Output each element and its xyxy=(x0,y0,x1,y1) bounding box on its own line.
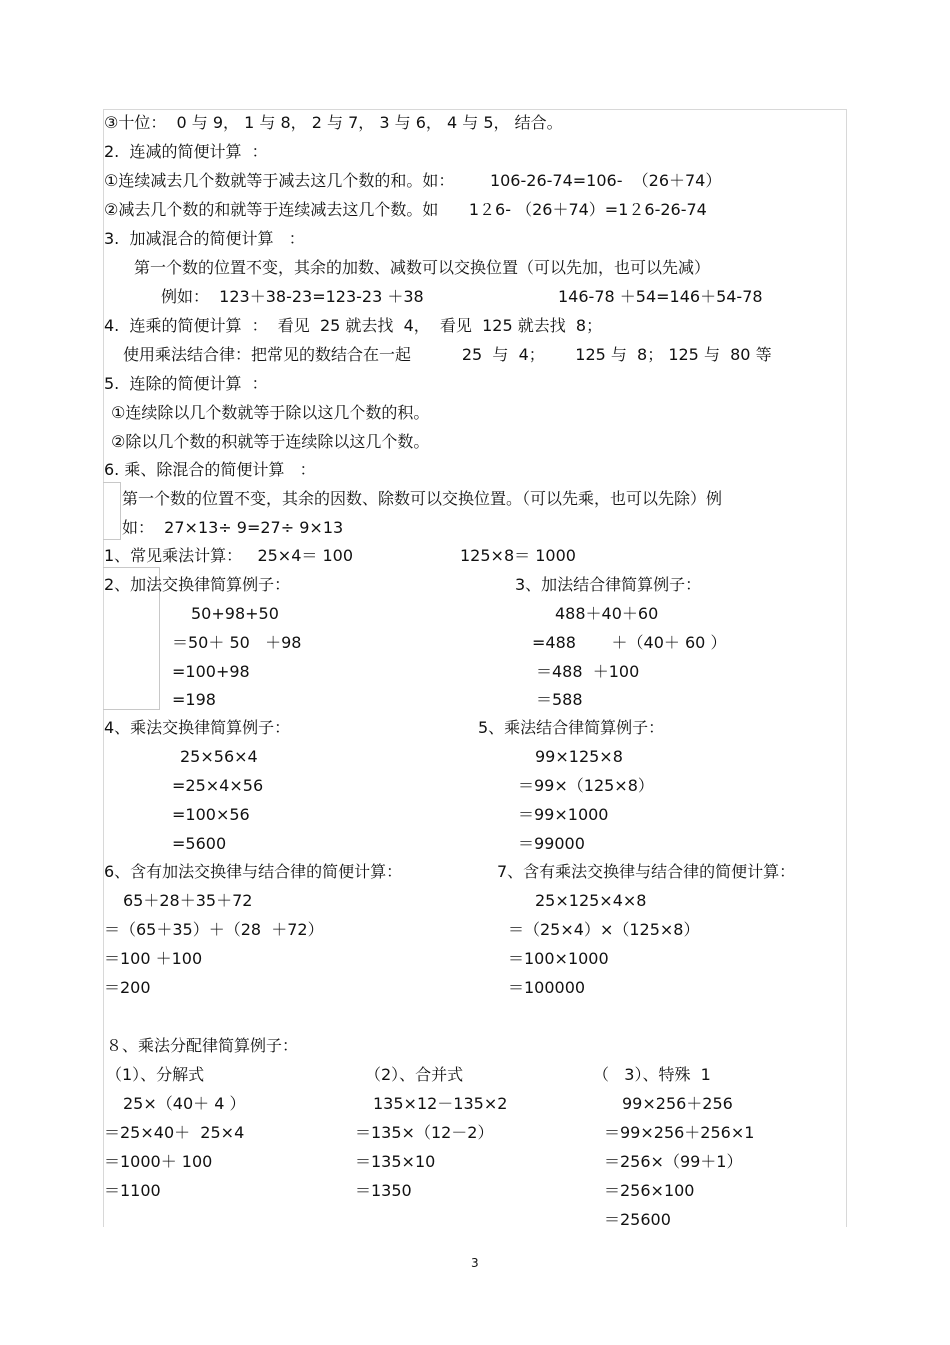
calc-step: ＝135×10 xyxy=(355,1152,436,1171)
example-line: 如： 27×13÷ 9=27÷ 9×13 xyxy=(122,518,344,537)
calc-step: ＝135×（12－2） xyxy=(355,1123,494,1142)
page-frame-top xyxy=(103,109,847,110)
calc-step: =5600 xyxy=(172,834,227,853)
text-line: ①连续除以几个数就等于除以这几个数的积。 xyxy=(111,403,430,422)
calc-step: =100×56 xyxy=(172,805,250,824)
calc-step: 25×56×4 xyxy=(180,747,258,766)
text-line: ③十位： 0 与 9， 1 与 8， 2 与 7， 3 与 6， 4 与 5， 结合。 xyxy=(104,113,563,132)
example-line: 例如： 123＋38-23=123-23 ＋38 xyxy=(161,287,424,306)
calc-step: ＝99×256＋256×1 xyxy=(604,1123,755,1142)
calc-step: ＝1350 xyxy=(355,1181,412,1200)
calc-step: ＝256×100 xyxy=(604,1181,695,1200)
calc-step: ＝99×（125×8） xyxy=(518,776,654,795)
calc-step: ＝100 ＋100 xyxy=(104,949,203,968)
calc-step: 25×125×4×8 xyxy=(535,891,647,910)
sub-heading: （ 3）、特殊 1 xyxy=(593,1065,711,1084)
section-heading: 6. 乘、除混合的简便计算 ： xyxy=(104,460,316,479)
calc-step: ＝488 ＋100 xyxy=(536,662,640,681)
calc-step: ＝50＋ 50 ＋98 xyxy=(172,633,302,652)
calc-step: =198 xyxy=(172,690,216,709)
calc-step: 50+98+50 xyxy=(191,604,279,623)
section-heading: 4. 连乘的简便计算 ： 看见 25 就去找 4， 看见 125 就去找 8； xyxy=(104,316,603,335)
calc-step: 488＋40＋60 xyxy=(555,604,659,623)
calc-step: ＝200 xyxy=(104,978,151,997)
sub-heading: （2）、合并式 xyxy=(365,1065,464,1084)
section-heading: 6、含有加法交换律与结合律的简便计算： xyxy=(104,862,403,881)
section-heading: 3、加法结合律简算例子： xyxy=(515,575,702,594)
calc-step: ＝1000＋ 100 xyxy=(104,1152,213,1171)
text-line: ②除以几个数的积就等于连续除以这几个数。 xyxy=(111,432,430,451)
section-heading: 2、加法交换律简算例子： xyxy=(104,575,291,594)
example-line: 146-78 ＋54=146＋54-78 xyxy=(558,287,763,306)
calc-step: ＝588 xyxy=(536,690,583,709)
calc-step: ＝99×1000 xyxy=(518,805,609,824)
sub-heading: （1）、分解式 xyxy=(106,1065,205,1084)
calc-step: 65＋28＋35＋72 xyxy=(123,891,253,910)
text-line: ②减去几个数的和就等于连续减去这几个数。如 1２6- （26＋74）=1２6-26-74 xyxy=(104,200,707,219)
section-heading: 5、乘法结合律简算例子： xyxy=(478,718,665,737)
section-heading: 1、常见乘法计算： 25×4＝ 100 xyxy=(104,546,354,565)
calc-step: ＝100×1000 xyxy=(508,949,609,968)
text-line: ①连续减去几个数就等于减去这几个数的和。如： 106-26-74=106- （26＋74） xyxy=(104,171,722,190)
calc-step: ＝25×40＋ 25×4 xyxy=(104,1123,245,1142)
section-heading: 2. 连减的简便计算 ： xyxy=(104,142,268,161)
calc-step: 135×12－135×2 xyxy=(373,1094,508,1113)
page-frame-right xyxy=(846,109,847,1227)
text-line: 第一个数的位置不变，其余的加数、减数可以交换位置（可以先加，也可以先减） xyxy=(134,258,711,277)
text-line: 使用乘法结合律：把常见的数结合在一起 25 与 4； 125 与 8； 125 与 80 等 xyxy=(123,345,772,364)
section-heading: 3. 加减混合的简便计算 ： xyxy=(104,229,305,248)
calc-step: 25×（40＋ 4 ） xyxy=(123,1094,246,1113)
section-heading: 5. 连除的简便计算 ： xyxy=(104,374,268,393)
calc-step: ＝25600 xyxy=(604,1210,671,1229)
calc-step: =488 ＋（40＋ 60 ） xyxy=(532,633,727,652)
calc-step: =25×4×56 xyxy=(172,776,264,795)
text-line: 第一个数的位置不变，其余的因数、除数可以交换位置。（可以先乘，也可以先除）例 xyxy=(122,489,723,508)
page-number: 3 xyxy=(471,1256,479,1270)
calc-step: 99×256＋256 xyxy=(622,1094,733,1113)
section-heading: 7、含有乘法交换律与结合律的简便计算： xyxy=(497,862,796,881)
example-line: 125×8＝ 1000 xyxy=(460,546,576,565)
calc-step: =100+98 xyxy=(172,662,250,681)
calc-step: 99×125×8 xyxy=(535,747,623,766)
calc-step: ＝（25×4）×（125×8） xyxy=(508,920,700,939)
section-heading: 4、乘法交换律简算例子： xyxy=(104,718,291,737)
section-heading: ８、乘法分配律简算例子： xyxy=(106,1036,299,1055)
calc-step: ＝100000 xyxy=(508,978,586,997)
calc-step: ＝（65＋35）＋（28 ＋72） xyxy=(104,920,324,939)
calc-step: ＝256×（99＋1） xyxy=(604,1152,743,1171)
text-box-outline xyxy=(103,482,121,540)
calc-step: ＝1100 xyxy=(104,1181,161,1200)
calc-step: ＝99000 xyxy=(518,834,585,853)
